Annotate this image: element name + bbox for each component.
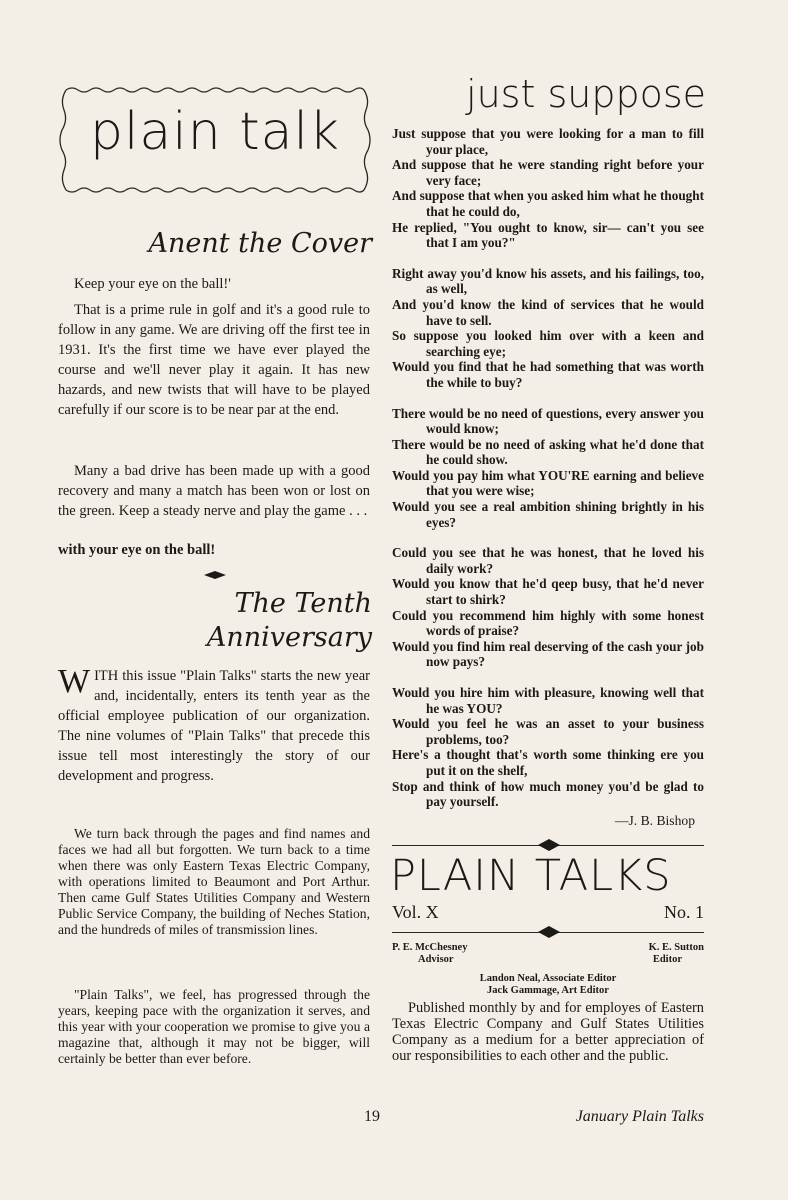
poem-line: And suppose that he were standing right before your very face; — [392, 157, 704, 188]
editor-credit — [560, 942, 704, 966]
tenth-anniversary-heading-line1: The Tenth — [234, 588, 372, 619]
running-footer: January Plain Talks — [575, 1108, 704, 1125]
tenth-paragraph-2: We turn back through the pages and find names and faces we had all but forgotten. We turn back to a time when there was only Eastern Texas Electric Company, with operations limited to Beaumont and Port Arthur. Then came Gulf States Utilities Company and Western Public Service Company, the building of Neches Station, and the hundreds of miles of transmission lines. — [58, 826, 370, 937]
drop-cap: W — [58, 663, 91, 700]
cover-text-4: with your eye on the ball! — [58, 542, 216, 558]
poem-author: —J. B. Bishop — [614, 813, 695, 828]
poem-stanza — [392, 545, 704, 670]
plain-talks-masthead: PLAIN TALKS — [390, 851, 672, 901]
poem-stanza — [392, 266, 704, 391]
poem-line: Could you see that he was honest, that he loved his daily work? — [392, 545, 704, 576]
associate-editors — [392, 973, 704, 997]
art-editor: Jack Gammage, Art Editor — [487, 985, 609, 996]
cover-paragraph-4 — [58, 540, 370, 568]
poem-line: Would you feel he was an asset to your business problems, too? — [392, 716, 704, 747]
poem-line: Just suppose that you were looking for a man to fill your place, — [392, 126, 704, 157]
poem-stanza — [392, 685, 704, 810]
poem-line: Would you find him real deserving of the cash your job now pays? — [392, 638, 704, 670]
poem-line: He replied, "You ought to know, sir— can't you see that I am you?" — [392, 219, 704, 251]
poem-line: Would you hire him with pleasure, knowing well that he was YOU? — [392, 685, 704, 716]
cover-text-3: Many a bad drive has been made up with a good recovery and many a match has been won or lost on the green. Keep a steady nerve and play the game . . . — [58, 463, 370, 519]
tenth-text-1: ITH this issue "Plain Talks" starts the new year and, incidentally, enters its tenth year as the official employee publication of our organization. The nine volumes of "Plain Talks" that precede this issue tell most interestingly the story of our development and progress. — [58, 668, 370, 784]
cover-text-1: Keep your eye on the ball!' — [74, 276, 231, 292]
poem-line: Would you find that he had something that was worth the while to buy? — [392, 359, 704, 390]
poem-line: Here's a thought that's worth some thinking ere you put it on the shelf, — [392, 747, 704, 778]
anent-the-cover-heading: Anent the Cover — [148, 228, 372, 259]
poem-line: There would be no need of asking what he'd done that he could show. — [392, 436, 704, 468]
advisor-role: Advisor — [418, 954, 454, 965]
issue-number-label: No. 1 — [664, 902, 704, 922]
editor-name: K. E. Sutton — [648, 942, 704, 953]
poem — [392, 126, 704, 825]
plain-talk-title-box — [58, 84, 372, 196]
cover-paragraph-3 — [58, 461, 370, 529]
poem-line: Stop and think of how much money you'd be glad to pay yourself. — [392, 778, 704, 810]
poem-line: And you'd know the kind of services that he would have to sell. — [392, 296, 704, 328]
editor-role: Editor — [652, 954, 682, 965]
cover-text-2: That is a prime rule in golf and it's a good rule to follow in any game. We are driving off the first tee in 1931. It's the first time we have ever played the course and we'll never play it again. It has new hazards, and new twists that will have to be played carefully if our score is to be near par at the end. — [58, 302, 370, 418]
cover-paragraph-1 — [58, 274, 370, 302]
poem-line: And suppose that when you asked him what he thought that he could do, — [392, 188, 704, 219]
tenth-paragraph-1 — [58, 663, 370, 786]
poem-line: Would you know that he'd qeep busy, that he'd never start to shirk? — [392, 576, 704, 608]
poem-stanza — [392, 126, 704, 251]
page-number: 19 — [364, 1108, 380, 1125]
poem-line: So suppose you looked him over with a keen and searching eye; — [392, 328, 704, 359]
cover-paragraph-2 — [58, 300, 370, 428]
poem-line: Would you see a real ambition shining brightly in his eyes? — [392, 499, 704, 530]
advisor-name: P. E. McChesney — [392, 942, 468, 953]
advisor-credit — [392, 942, 542, 966]
poem-line: Could you recommend him highly with some honest words of praise? — [392, 607, 704, 639]
associate-editor: Landon Neal, Associate Editor — [479, 973, 617, 984]
tenth-paragraph-3: "Plain Talks", we feel, has progressed through the years, keeping pace with the organization it serves, and this year with your cooperation we promise to give you a magazine that, although it may not be bigger, will certainly be better than ever before. — [58, 987, 370, 1066]
volume-label: Vol. X — [392, 902, 439, 922]
poem-line: There would be no need of questions, every answer you would know; — [392, 405, 704, 437]
publication-statement: Published monthly by and for employes of Eastern Texas Electric Company and Gulf States Utilities Company as a medium for a better appreciation of our responsibilities to each other and the public. — [392, 1000, 704, 1064]
plain-talk-title: plain talk — [89, 102, 341, 162]
poem-line: Would you pay him what YOU'RE earning and believe that you were wise; — [392, 467, 704, 499]
poem-line: Right away you'd know his assets, and his failings, too, as well, — [392, 265, 704, 297]
poem-stanza — [392, 406, 704, 531]
just-suppose-title: just suppose — [466, 72, 706, 116]
tenth-anniversary-heading-line2: Anniversary — [206, 622, 372, 653]
